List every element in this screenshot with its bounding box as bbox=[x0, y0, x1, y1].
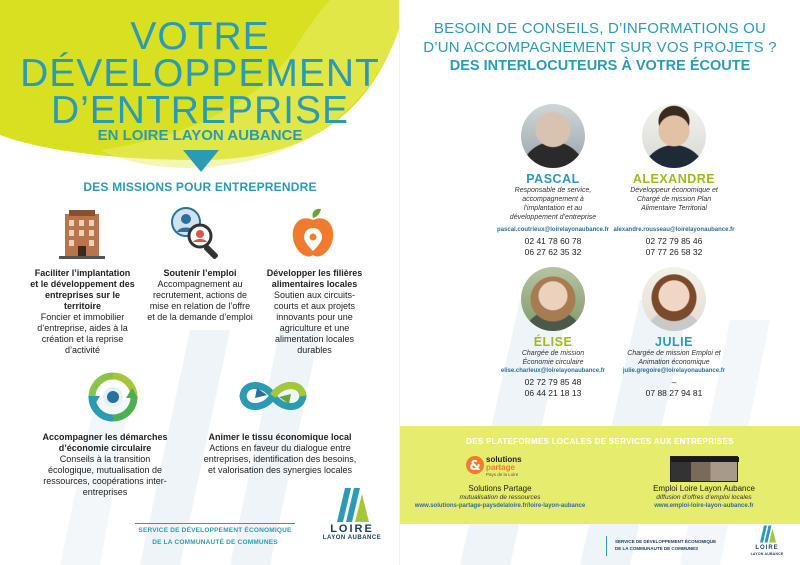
page-title-line-1: VOTRE bbox=[130, 15, 270, 58]
mission-3-body: Soutien aux circuits-courts et aux projets innovants pour une agriculture et une alimentation locales durables bbox=[273, 290, 356, 355]
platform-1-desc: mutualisation de ressources bbox=[459, 494, 541, 501]
contact-phone-pascal-2[interactable]: 06 27 62 35 32 bbox=[524, 247, 582, 257]
platforms-title: DES PLATEFORMES LOCALES DE SERVICES AUX ENTREPRISES bbox=[466, 437, 734, 446]
right-title-line-1: BESOIN DE CONSEILS, D’INFORMATIONS OU bbox=[433, 20, 767, 37]
right-subtitle: DES INTERLOCUTEURS À VOTRE ÉCOUTE bbox=[449, 58, 751, 74]
contact-name-julie: JULIE bbox=[655, 335, 693, 349]
contact-role-julie: Chargée de mission Emploi et Animation économique bbox=[627, 350, 721, 366]
people-search-icon bbox=[170, 206, 226, 262]
footer-divider bbox=[135, 523, 295, 524]
platform-2-desc: diffusion d’offres d’emploi locales bbox=[656, 494, 752, 501]
contact-role-elise: Chargée de mission Économie circulaire bbox=[521, 350, 585, 366]
platform-1-url[interactable]: www.solutions-partage-paysdelaloire.fr/loire-layon-aubance bbox=[414, 503, 586, 509]
footer-line-2: DE LA COMMUNAUTÉ DE COMMUNES bbox=[152, 539, 278, 546]
contact-phone-elise-1[interactable]: 02 72 79 85 48 bbox=[524, 377, 582, 387]
page-title-line-3: D’ENTREPRISE bbox=[50, 89, 350, 132]
building-icon bbox=[59, 208, 105, 260]
solutions-logo-word-2: partage bbox=[486, 463, 515, 472]
avatar-julie bbox=[642, 267, 706, 331]
brand-logo-mark bbox=[331, 488, 371, 522]
ampersand-logo-icon bbox=[466, 456, 484, 474]
contact-phone-alexandre-1[interactable]: 02 72 79 85 46 bbox=[645, 236, 703, 246]
footer-line-1: SERVICE DE DÉVELOPPEMENT ÉCONOMIQUE bbox=[615, 539, 717, 544]
down-triangle-icon bbox=[183, 150, 219, 174]
contact-phone-alexandre-2[interactable]: 07 77 26 58 32 bbox=[645, 247, 703, 257]
mission-5 bbox=[200, 432, 360, 476]
contact-phone-julie-2[interactable]: 07 88 27 94 81 bbox=[645, 388, 703, 398]
mission-1-heading: Faciliter l’implantation et le développement des entreprises sur le territoire bbox=[30, 268, 135, 311]
contact-phone-elise-2[interactable]: 06 44 21 18 13 bbox=[524, 388, 582, 398]
mission-2-body: Accompagnement au recrutement, actions de mise en relation de l’offre et de la demande d’emploi bbox=[147, 279, 253, 322]
contact-email-pascal[interactable]: pascal.coutrieux@loirelayonaubance.fr bbox=[497, 227, 609, 233]
infinity-arrows-icon bbox=[237, 375, 309, 417]
contact-role-alexandre: Développeur économique et Chargé de mission Plan Alimentaire Territorial bbox=[630, 187, 718, 212]
platform-2-name: Emploi Loire Layon Aubance bbox=[653, 484, 755, 493]
platform-1-name: Solutions Partage bbox=[468, 484, 532, 493]
page-subtitle: EN LOIRE LAYON AUBANCE bbox=[97, 127, 303, 144]
mission-3 bbox=[262, 268, 367, 356]
contact-role-pascal: Responsable de service, accompagnement à l’implantation et au développement d’entreprise bbox=[509, 187, 597, 221]
mission-4 bbox=[40, 432, 170, 498]
mission-4-heading: Accompagner les démarches d’économie circulaire bbox=[42, 432, 168, 453]
footer-line-2: DE LA COMMUNAUTÉ DE COMMUNES bbox=[615, 546, 699, 551]
footer-line-1: SERVICE DE DÉVELOPPEMENT ÉCONOMIQUE bbox=[138, 527, 292, 534]
svg-text:&: & bbox=[469, 459, 481, 474]
contact-email-elise[interactable]: elise.charleux@loirelayonaubance.fr bbox=[500, 368, 606, 374]
mission-1-body: Foncier et immobilier d’entreprise, aides à la création et la reprise d’activité bbox=[37, 312, 128, 355]
apple-location-icon bbox=[291, 208, 335, 260]
contact-phone-pascal-1[interactable]: 02 41 78 60 78 bbox=[524, 236, 582, 246]
contact-name-elise: ÉLISE bbox=[533, 335, 573, 349]
platform-2-url[interactable]: www.emploi-loire-layon-aubance.fr bbox=[654, 503, 754, 509]
avatar-elise bbox=[521, 267, 585, 331]
mission-2-heading: Soutenir l’emploi bbox=[163, 268, 237, 278]
mission-5-body: Actions en faveur du dialogue entre entreprises, identification des besoins, et valorisation des synergies locales bbox=[203, 443, 357, 475]
mission-5-heading: Animer le tissu économique local bbox=[208, 432, 352, 442]
brand-word-2: LAYON AUBANCE bbox=[750, 552, 784, 556]
contact-phone-julie-1: – bbox=[671, 377, 677, 387]
contact-email-julie[interactable]: julie.gregoire@loirelayonaubance.fr bbox=[622, 368, 726, 374]
mission-4-body: Conseils à la transition écologique, mutualisation de ressources, coopérations inter-entreprises bbox=[43, 454, 167, 497]
solutions-logo-tagline: Pays de la Loire bbox=[486, 472, 519, 477]
brand-logo-mark bbox=[757, 524, 777, 544]
contact-name-pascal: PASCAL bbox=[526, 172, 580, 186]
brand-word-1: LOIRE bbox=[755, 545, 779, 551]
avatar-alexandre bbox=[642, 104, 706, 168]
recycle-icon bbox=[88, 372, 138, 422]
right-title-line-2: D’UN ACCOMPAGNEMENT SUR VOS PROJETS ? bbox=[423, 39, 777, 56]
mission-3-heading: Développer les filières alimentaires locales bbox=[266, 268, 363, 289]
right-page bbox=[400, 0, 800, 565]
ampersand-icon bbox=[466, 456, 484, 474]
page-title-line-2: DÉVELOPPEMENT bbox=[20, 52, 380, 95]
mission-1 bbox=[30, 268, 135, 356]
footer-divider bbox=[606, 536, 607, 556]
section-title: DES MISSIONS POUR ENTREPRENDRE bbox=[83, 180, 317, 194]
brand-word-2: LAYON AUBANCE bbox=[322, 535, 382, 541]
emploi-site-thumbnail[interactable] bbox=[670, 456, 738, 482]
solutions-logo-word-1: solutions bbox=[486, 455, 522, 464]
brand-word-1: LOIRE bbox=[330, 523, 374, 535]
avatar-pascal bbox=[521, 104, 585, 168]
mission-2 bbox=[146, 268, 254, 323]
contact-name-alexandre: ALEXANDRE bbox=[632, 172, 716, 186]
contact-email-alexandre[interactable]: alexandre.rousseau@loirelayonaubance.fr bbox=[613, 227, 735, 233]
